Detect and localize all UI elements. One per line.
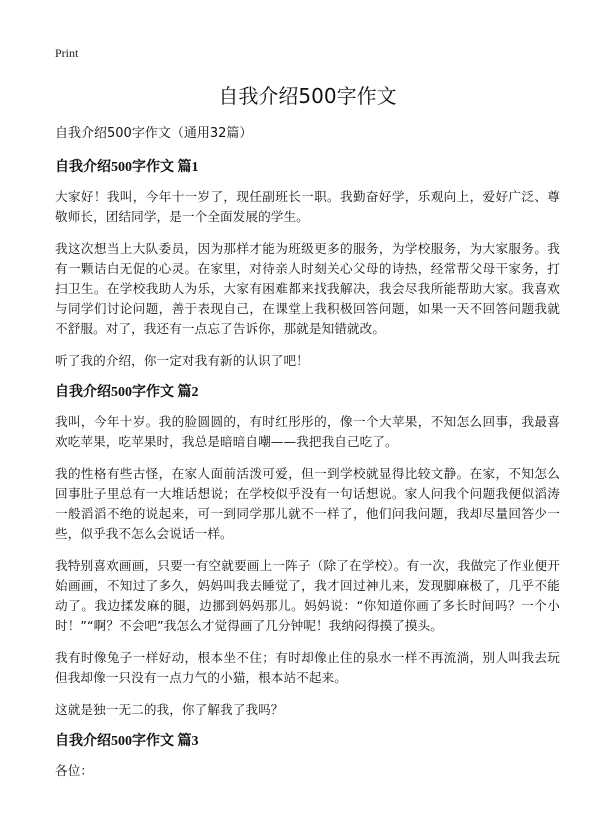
essay-section-2 [55, 383, 560, 720]
document-page [55, 44, 560, 793]
essay-section-3 [55, 732, 560, 781]
paragraph: 大家好！我叫，今年十一岁了，现任副班长一职。我勤奋好学，乐观向上，爱好广泛、尊敬师长，团结同学，是一个全面发展的学生。 [55, 189, 560, 224]
print-label: Print [55, 46, 79, 60]
section-heading: 自我介绍500字作文 篇1 [55, 160, 199, 175]
paragraph: 我这次想当上大队委员，因为那样才能为班级更多的服务，为学校服务，为大家服务。我有一颗诘白无促的心灵。在家里，对待亲人时刻关心父母的诗热，经常帮父母干家务，打扫卫生。在学校我助人为乐，大家有困难都来找我解决，我会尽我所能帮助大家。我喜欢与同学们讨论问题，善于表现自己，在课堂上我积极回答问题，如果一天不回答问题我就不舒服。对了，我还有一点忘了告诉你，那就是知错就改。 [55, 241, 560, 336]
paragraph: 我的性格有些古怪，在家人面前活泼可爱，但一到学校就显得比较文静。在家，不知怎么回事肚子里总有一大堆话想说；在学校似乎没有一句话想说。家人问我个问题我便似滔涛一般滔滔不绝的说起来，可一到同学那儿就不一样了，他们问我问题，我却尽量回答少一些，似乎我不怎么会说话一样。 [55, 466, 560, 541]
document-title: 自我介绍500字作文 [218, 84, 397, 108]
paragraph: 我特别喜欢画画，只要一有空就要画上一阵子（除了在学校）。有一次，我做完了作业便开始画画，不知过了多久，妈妈叫我去睡觉了，我才回过神儿来，发现脚麻极了，几乎不能动了。我边揉发麻的腿，边挪到妈妈那儿。妈妈说：“你知道你画了多长时间吗？一个小时！”“啊？不会吧”我怎么才觉得画了几分钟呢！我纳闷得摸了摸头。 [55, 558, 560, 633]
paragraph: 各位： [55, 763, 94, 778]
paragraph: 这就是独一无二的我，你了解我了我吗？ [55, 702, 284, 717]
section-heading: 自我介绍500字作文 篇2 [55, 385, 199, 400]
essay-sections [55, 158, 560, 781]
paragraph: 我有时像兔子一样好动，根本坐不住；有时却像止住的泉水一样不再流淌，别人叫我去玩但我却像一只没有一点力气的小猫，根本站不起来。 [55, 650, 560, 685]
paragraph: 我叫，今年十岁。我的脸圆圆的，有时红彤彤的，像一个大苹果，不知怎么回事，我最喜欢吃苹果，吃苹果时，我总是暗暗自嘲——我把我自己吃了。 [55, 414, 560, 449]
document-subtitle: 自我介绍500字作文（通用32篇） [55, 126, 253, 141]
paragraph: 听了我的介绍，你一定对我有新的认识了吧！ [55, 353, 309, 368]
section-heading: 自我介绍500字作文 篇3 [55, 734, 199, 749]
essay-section-1 [55, 158, 560, 371]
